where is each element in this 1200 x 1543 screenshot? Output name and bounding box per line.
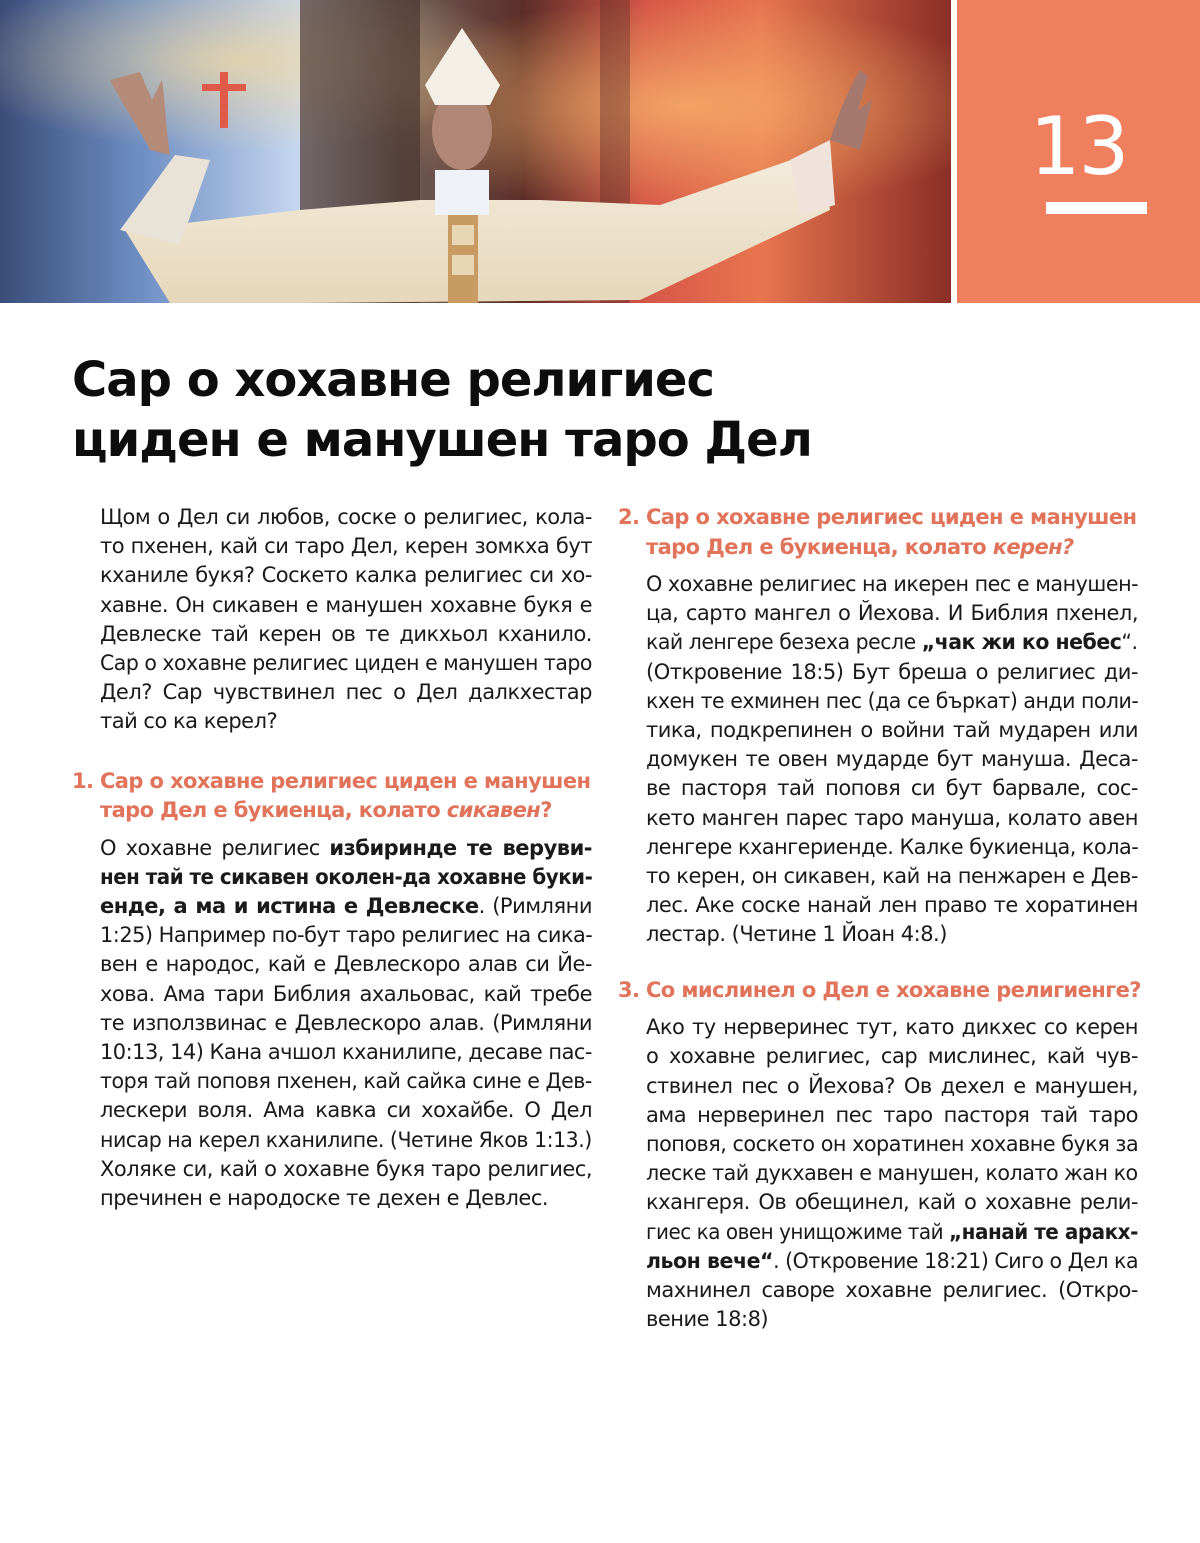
text-run: “. [1121, 630, 1138, 655]
text-run: О хохавне религиес [100, 835, 330, 860]
page-title-line: Сар о хохавне религиес [72, 352, 714, 408]
text-line: леске тай дукхавен е манушен, колато жан ко [646, 1161, 1138, 1186]
text-line: хова. Ама тари Библия ахальовас, кай требе [100, 981, 592, 1006]
question-line [100, 796, 592, 826]
text-line: Девлеске тай керен ов те дикхьол кханило. [100, 621, 592, 646]
text-line: кхангеря. Ов обещинел, кай о хохавне рели- [646, 1190, 1138, 1215]
text-line: поповя, соскето он хоратинен хохавне букя за [646, 1131, 1139, 1156]
text-line [646, 1247, 1139, 1276]
lesson-number-underline [1046, 202, 1147, 214]
question-text: таро Дел е букиенца, колато [646, 534, 993, 559]
question-heading-3 [618, 976, 1141, 1006]
text-line: те използвинас е Девлескоро алав. (Римляни [100, 1010, 592, 1035]
bold-quote: „нанай те аракх- [949, 1219, 1138, 1244]
text-line: 10:13, 14) Кана ачшол кханилипе, десаве пас- [100, 1040, 592, 1065]
text-line: хавне. Он сикавен е манушен хохавне букя е [100, 592, 592, 617]
question-line [646, 533, 1138, 563]
text-line: 1:25) Например по-бут таро религиес на сика- [100, 923, 593, 948]
page-title [72, 350, 812, 470]
text-line: домукен те овен мударде бут мануша. Деса- [646, 747, 1138, 772]
bishop-photo-illustration [0, 0, 951, 303]
text-run: гиес ка овен унищожиме тай [646, 1219, 950, 1244]
text-line: кхен те ехминен пес (да се бъркат) анди поли- [646, 688, 1139, 713]
lesson-number: 13 [1029, 100, 1128, 193]
text-line: вен е народос, кай е Девлескоро алав си Йе- [100, 952, 592, 977]
question-heading-2 [618, 503, 1138, 562]
text-line: то керен, он сикавен, кай на пенжарен е Дев- [646, 864, 1138, 889]
text-line: лес. Аке соске нанай лен право те хоратинен [646, 893, 1138, 918]
text-line [646, 1218, 1138, 1247]
text-line: ама нерверинел пес таро пасторя тай таро [646, 1102, 1138, 1127]
bold-quote: „чак жи ко небес [921, 630, 1122, 655]
text-line: ца, сарто мангел о Йехова. И Библия пхенел, [646, 601, 1138, 626]
bold-text-run: избиринде те веруви- [329, 835, 592, 860]
text-run: . (Римляни [478, 894, 592, 919]
text-line: нисар на керел кханилипе. (Четине Яков 1:13.) [100, 1127, 592, 1152]
text-line: нен тай те сикавен околен-да хохавне буки- [100, 864, 593, 889]
text-line: кханиле букя? Соскето калка религиес си хо- [100, 563, 592, 588]
text-line: (Откровение 18:5) Бут бреша о религиес ди- [646, 659, 1138, 684]
question-line: Со мислинел о Дел е хохавне религиенге? [646, 977, 1141, 1002]
question-text: таро Дел е букиенца, колато [100, 798, 447, 823]
lesson-number-badge [957, 0, 1200, 303]
section-1-paragraph [72, 834, 592, 1214]
text-line: Сар о хохавне религиес циден е манушен таро [100, 651, 592, 676]
page-title-line: циден е манушен таро Дел [72, 412, 812, 468]
closing-quote-mark: “ [760, 1248, 774, 1273]
text-line: вение 18:8) [646, 1307, 769, 1332]
text-line: ствинел пес о Йехова? Ов дехел е манушен, [646, 1073, 1138, 1098]
text-line: лескери воля. Ама кавка си хохайбе. О Дел [100, 1098, 592, 1123]
text-run: . (Откровение 18:21) Сиго о Дел ка [773, 1248, 1139, 1273]
bold-quote: льон вече [646, 1248, 761, 1273]
right-column [618, 503, 1141, 1334]
text-line: О хохавне религиес на икерен пес е манушен- [646, 572, 1139, 596]
section-3-paragraph [618, 1013, 1138, 1334]
bold-text-run: енде, а ма и истина е Девлеске [100, 894, 479, 919]
text-line: ве пасторя тай поповя си бут барвале, сос- [646, 776, 1138, 801]
text-line: торя тай поповя пхенен, кай сайка сине е Дев- [100, 1069, 592, 1094]
text-run: кай ленгере безеха ресле [646, 630, 922, 655]
text-line [100, 834, 592, 863]
intro-paragraph [72, 503, 592, 737]
text-line: Щом о Дел си любов, соске о религиес, кола- [100, 505, 592, 529]
text-line: махнинел саворе хохавне религиес. (Откро- [646, 1277, 1138, 1302]
text-line: пречинен е народоске те дехен е Девлес. [100, 1186, 549, 1211]
section-2-paragraph [618, 570, 1138, 950]
text-line: тай со ка керел? [100, 709, 278, 734]
text-line: ленгере кхангериенде. Калке букиенца, кола- [646, 834, 1139, 859]
text-line: о хохавне религиес, сар мислинес, кай чув- [646, 1044, 1138, 1069]
question-number: 2. [618, 505, 640, 529]
question-italic-word: сикавен [446, 798, 541, 823]
question-line: Сар о хохавне религиес циден е манушен [646, 505, 1137, 529]
text-line: Дел? Сар чувствинел пес о Дел далкхестар [100, 680, 592, 705]
text-line: лестар. (Четине 1 Йоан 4:8.) [646, 922, 947, 947]
text-line [646, 628, 1138, 657]
left-column [72, 503, 592, 1213]
text-line: то пхенен, кай си таро Дел, керен зомкха бут [100, 534, 592, 559]
text-line: тика, подкрепинен о войни тай мударен или [646, 718, 1138, 743]
question-italic-word: керен? [992, 534, 1074, 559]
question-number: 1. [72, 768, 94, 793]
text-line: Ако ту нерверинес тут, като дикхес со керен [646, 1015, 1138, 1040]
text-line [100, 892, 592, 921]
text-line: Холяке си, кай о хохавне букя таро религиес, [100, 1156, 592, 1181]
question-number: 3. [618, 977, 640, 1002]
question-heading-1 [72, 767, 592, 826]
text-line: кето манген парес таро мануша, колато авен [646, 805, 1138, 830]
question-text: ? [540, 798, 552, 823]
question-line: Сар о хохавне религиес циден е манушен [100, 768, 591, 793]
header-photo [0, 0, 951, 303]
